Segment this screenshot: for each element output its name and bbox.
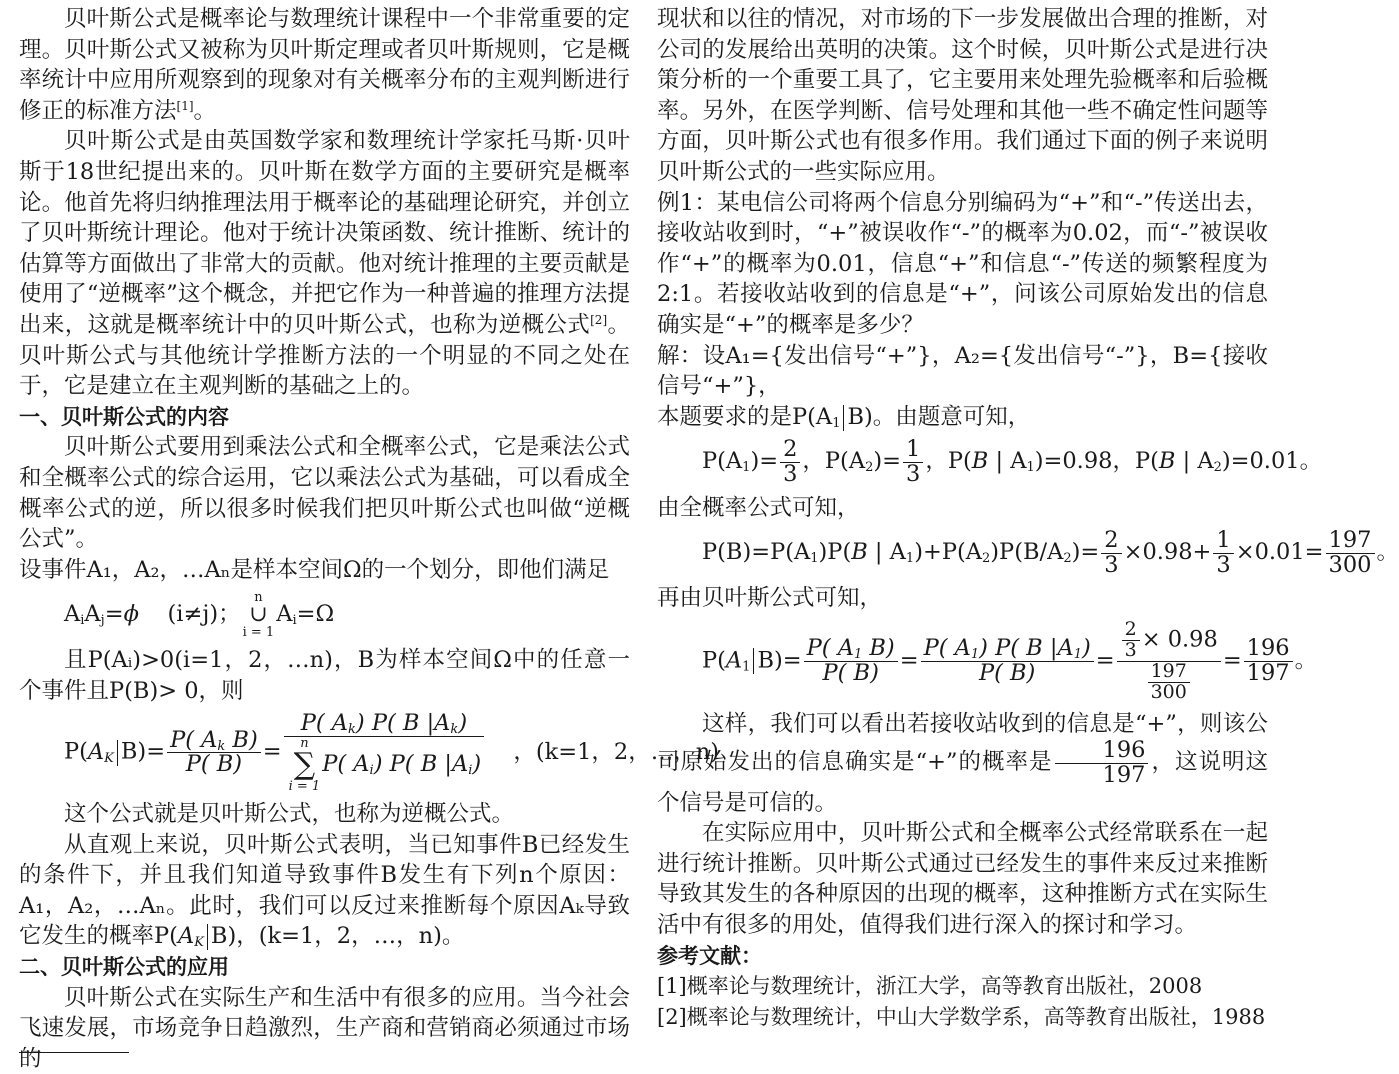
equation-partition: $A_iA_j=\phi$ (i≠j)； n ∪ i = 1 $A_i=\Omega$ bbox=[64, 590, 335, 641]
paragraph-history-text: 贝叶斯公式是由英国数学家和数理统计学家托马斯·贝叶斯于18世纪提出来的。贝叶斯在数学方面的主要研究是概率论。他首先将归纳推理法用于概率论的基础理论研究，并创立了贝叶斯统计理论。他对于统计决策函数、统计推断、统计的估算等方面做出了非常大的贡献。他对统计推理的主要贡献是使用了“逆概率”这个概念，并把它作为一种普遍的推理方法提出来，这就是概率统计中的贝叶斯公式，也称为逆概公式 bbox=[19, 128, 630, 338]
paragraph-solution: 解：设A₁={发出信号“+”}，A₂={发出信号“-”}，B={接收信号“+”}， bbox=[657, 342, 1268, 400]
paragraph-solution-goal: 本题要求的是$P(A_1$ B)。由题意可知， bbox=[657, 403, 1031, 431]
paragraph-intuition: 从直观上来说，贝叶斯公式表明，当已知事件B已经发生的条件下，并且我们知道导致事件B发生有下列n个原因：A₁，A₂，…Aₙ。此时，我们可以反过来推断每个原因Aₖ导致它发生的概率$P(A_K$ B)，(k=1，2，…，n)。 bbox=[19, 831, 630, 951]
paragraph-bayes-apply: 再由贝叶斯公式可知， bbox=[657, 585, 883, 612]
section-heading-1: 一、贝叶斯公式的内容 bbox=[19, 404, 229, 429]
solution-goal-end: 。由题意可知， bbox=[872, 403, 1031, 430]
equation-bayes-condition: ，(k=1，2，…，n) bbox=[513, 738, 719, 765]
citation-2[interactable]: [2] bbox=[590, 312, 608, 327]
paragraph-summary: 在实际应用中，贝叶斯公式和全概率公式经常联系在一起进行统计推断。贝叶斯公式通过已经发生的事件来反过来推断导致其发生的各种原因的出现的概率，这种推断方式在实际生活中有很多的用处，值得我们进行深入的探讨和学习。 bbox=[657, 820, 1268, 938]
paragraph-intuition-tail: ，(k=1，2，…，n)。 bbox=[236, 923, 465, 950]
reference-2[interactable]: [2]概率论与数理统计，中山大学数学系，高等教育出版社，1988 bbox=[657, 1004, 1266, 1029]
right-column bbox=[657, 4, 1399, 1032]
paragraph-partition: 设事件A₁，A₂，…Aₙ是样本空间Ω的一个划分，即他们满足 bbox=[19, 556, 610, 583]
paragraph-history bbox=[19, 126, 630, 401]
paragraph-intro-text: 贝叶斯公式是概率论与数理统计课程中一个非常重要的定理。贝叶斯公式又被称为贝叶斯定理或者贝叶斯规则，它是概率统计中应用所观察到的现象对有关概率分布的主观判断进行修正的标准方法 bbox=[19, 6, 630, 124]
conclusion-text: 这样，我们可以看出若接收站收到的信息是“+”，则该公司原始发出的信息确实是“+”的概率是 bbox=[657, 710, 1268, 776]
paragraph-conclusion: 这样，我们可以看出若接收站收到的信息是“+”，则该公司原始发出的信息确实是“+”的概率是 $\frac{196}{197}$ ，这说明这个信号是可信的。 bbox=[657, 710, 1268, 816]
paragraph-intro-end: 。 bbox=[193, 97, 217, 124]
paragraph-formula-name: 这个公式就是贝叶斯公式，也称为逆概公式。 bbox=[64, 801, 515, 828]
references-title: 参考文献： bbox=[657, 943, 762, 968]
footnote-divider bbox=[19, 1052, 129, 1053]
equation-bayes-result: $P(A_1$ B)= $\frac{P( A_1 B)}{P( B)}$ = $\frac{P( A_1) P( B |A_1)}{P( B)}$ = $\frac{2}{3}$ × 0.98 $\frac{197}{300}$ = $\frac{196}{197}$ 。 bbox=[702, 618, 1318, 703]
paragraph-intuition-text: 从直观上来说，贝叶斯公式表明，当已知事件B已经发生的条件下，并且我们知道导致事件B发生有下列n个原因：A₁，A₂，…Aₙ。此时，我们可以反过来推断每个原因Aₖ导致它发生的概率 bbox=[19, 831, 630, 950]
solution-goal-text: 本题要求的是 bbox=[657, 403, 793, 430]
section-heading-2: 二、贝叶斯公式的应用 bbox=[19, 955, 229, 980]
paragraph-application-cont: 现状和以往的情况，对市场的下一步发展做出合理的推断，对公司的发展给出英明的决策。这个时候，贝叶斯公式是进行决策分析的一个重要工具了，它主要用来处理先验概率和后验概率。另外，在医学判断、信号处理和其他一些不确定性问题等方面，贝叶斯公式也有很多作用。我们通过下面的例子来说明贝叶斯公式的一些实际应用。 bbox=[657, 6, 1268, 185]
reference-1[interactable]: [1]概率论与数理统计，浙江大学，高等教育出版社，2008 bbox=[657, 974, 1203, 999]
citation-1[interactable]: [1] bbox=[176, 98, 194, 113]
equation-bayes: $P(A_K$ B)= $\frac{P( A_k B)}{P( B)}$ = P( $A_k$) P( B $|A_k$) n ∑ i = 1 P( $A_i$) P( B $|A_i$) ，(k=1，2，…，n) bbox=[64, 710, 719, 795]
paragraph-content: 贝叶斯公式要用到乘法公式和全概率公式，它是乘法公式和全概率公式的综合运用，它以乘法公式为基础，可以看成全概率公式的逆，所以很多时候我们把贝叶斯公式也叫做“逆概公式”。 bbox=[19, 434, 630, 553]
paragraph-intro bbox=[19, 4, 630, 126]
paragraph-example: 例1：某电信公司将两个信息分别编码为“+”和“-”传送出去，接收站收到时，“+”被误收作“-”的概率为0.02，而“-”被误收作“+”的概率为0.01，信息“+”和信息“-”传送的频繁程度为2:1。若接收站收到的信息是“+”，问该公司原始发出的信息确实是“+”的概率是多少？ bbox=[657, 189, 1268, 338]
paragraph-total-prob: 由全概率公式可知， bbox=[657, 494, 860, 521]
equation-priors: $P(A_1)=$ $\frac{2}{3}$ ，$P(A_2)=$ $\frac{1}{3}$ ，P(B | $A_1)=0.98$，P(B | $A_2)=0.01$。 bbox=[702, 436, 1323, 487]
conclusion-end: ，这说明这个信号是可信的。 bbox=[657, 749, 1268, 816]
paragraph-condition: 且P(Aᵢ)>0(i=1，2，…n)，B为样本空间Ω中的任意一个事件且P(B)> 0，则 bbox=[19, 647, 630, 704]
equation-total-prob: $P(B)=P(A_1)P(B$ | $A_1)+P(A_2)P(B/A_2)=$ $\frac{2}{3}$ ×0.98+ $\frac{1}{3}$ ×0.01= $\frac{197}{300}$ 。 bbox=[702, 527, 1399, 578]
paragraph-application: 贝叶斯公式在实际生产和生活中有很多的应用。当今社会飞速发展，市场竞争日趋激烈，生产商和营销商必须通过市场的 bbox=[19, 984, 630, 1072]
paragraph-history-end: 。贝叶斯公式与其他统计学推断方法的一个明显的不同之处在于，它是建立在主观判断的基础之上的。 bbox=[19, 311, 630, 400]
